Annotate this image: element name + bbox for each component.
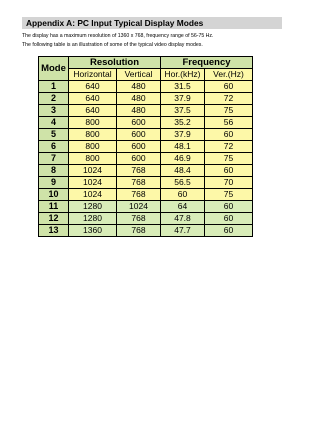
mode-number-cell: 7 xyxy=(39,153,69,165)
horizontal-cell: 800 xyxy=(69,129,117,141)
horizontal-column-header: Horizontal xyxy=(69,69,117,81)
table-body xyxy=(39,81,253,237)
ver-hz-cell: 56 xyxy=(205,117,253,129)
hor-khz-cell: 60 xyxy=(161,189,205,201)
vertical-cell: 768 xyxy=(117,165,161,177)
vertical-cell: 600 xyxy=(117,153,161,165)
ver-hz-cell: 60 xyxy=(205,81,253,93)
horizontal-cell: 800 xyxy=(69,153,117,165)
horizontal-cell: 1280 xyxy=(69,213,117,225)
hor-khz-cell: 56.5 xyxy=(161,177,205,189)
hor-khz-cell: 47.7 xyxy=(161,225,205,237)
mode-number-cell: 5 xyxy=(39,129,69,141)
ver-hz-cell: 70 xyxy=(205,177,253,189)
hor-khz-cell: 48.4 xyxy=(161,165,205,177)
hor-khz-cell: 48.1 xyxy=(161,141,205,153)
table-header-row-groups xyxy=(39,57,253,69)
table-row xyxy=(39,225,253,237)
vertical-cell: 768 xyxy=(117,225,161,237)
ver-hz-column-header: Ver.(Hz) xyxy=(205,69,253,81)
table-row xyxy=(39,201,253,213)
vertical-cell: 768 xyxy=(117,189,161,201)
hor-khz-cell: 37.5 xyxy=(161,105,205,117)
mode-number-cell: 9 xyxy=(39,177,69,189)
table-row xyxy=(39,129,253,141)
table-row xyxy=(39,165,253,177)
vertical-cell: 600 xyxy=(117,117,161,129)
horizontal-cell: 800 xyxy=(69,141,117,153)
mode-column-header: Mode xyxy=(39,57,69,81)
ver-hz-cell: 75 xyxy=(205,153,253,165)
section-title: Appendix A: PC Input Typical Display Modes xyxy=(26,18,204,28)
table-row xyxy=(39,117,253,129)
display-modes-table xyxy=(38,56,253,237)
vertical-cell: 768 xyxy=(117,213,161,225)
hor-khz-cell: 31.5 xyxy=(161,81,205,93)
mode-number-cell: 2 xyxy=(39,93,69,105)
vertical-cell: 600 xyxy=(117,141,161,153)
horizontal-cell: 1360 xyxy=(69,225,117,237)
table-row xyxy=(39,105,253,117)
table-row xyxy=(39,177,253,189)
hor-khz-cell: 64 xyxy=(161,201,205,213)
table-row xyxy=(39,189,253,201)
ver-hz-cell: 75 xyxy=(205,189,253,201)
vertical-cell: 480 xyxy=(117,93,161,105)
mode-number-cell: 1 xyxy=(39,81,69,93)
hor-khz-cell: 37.9 xyxy=(161,129,205,141)
vertical-cell: 480 xyxy=(117,105,161,117)
section-header-bar xyxy=(22,17,282,29)
intro-line-table-description: The following table is an illustration of some of the typical video display modes. xyxy=(22,42,203,48)
resolution-group-header: Resolution xyxy=(69,57,161,69)
horizontal-cell: 640 xyxy=(69,105,117,117)
hor-khz-cell: 46.9 xyxy=(161,153,205,165)
hor-khz-cell: 35.2 xyxy=(161,117,205,129)
ver-hz-cell: 60 xyxy=(205,213,253,225)
mode-number-cell: 11 xyxy=(39,201,69,213)
horizontal-cell: 640 xyxy=(69,81,117,93)
hor-khz-cell: 47.8 xyxy=(161,213,205,225)
horizontal-cell: 1024 xyxy=(69,177,117,189)
vertical-column-header: Vertical xyxy=(117,69,161,81)
mode-number-cell: 12 xyxy=(39,213,69,225)
vertical-cell: 480 xyxy=(117,81,161,93)
frequency-group-header: Frequency xyxy=(161,57,253,69)
table-header-row-columns xyxy=(39,69,253,81)
ver-hz-cell: 75 xyxy=(205,105,253,117)
table-row xyxy=(39,93,253,105)
ver-hz-cell: 72 xyxy=(205,93,253,105)
ver-hz-cell: 72 xyxy=(205,141,253,153)
table-row xyxy=(39,153,253,165)
table-row xyxy=(39,213,253,225)
mode-number-cell: 3 xyxy=(39,105,69,117)
mode-number-cell: 13 xyxy=(39,225,69,237)
vertical-cell: 768 xyxy=(117,177,161,189)
horizontal-cell: 640 xyxy=(69,93,117,105)
ver-hz-cell: 60 xyxy=(205,201,253,213)
mode-number-cell: 4 xyxy=(39,117,69,129)
horizontal-cell: 1024 xyxy=(69,165,117,177)
horizontal-cell: 1024 xyxy=(69,189,117,201)
mode-number-cell: 10 xyxy=(39,189,69,201)
ver-hz-cell: 60 xyxy=(205,129,253,141)
vertical-cell: 600 xyxy=(117,129,161,141)
horizontal-cell: 800 xyxy=(69,117,117,129)
intro-line-max-resolution: The display has a maximum resolution of 1360 x 768, frequency range of 56-75 Hz. xyxy=(22,33,214,39)
table-row xyxy=(39,141,253,153)
hor-khz-cell: 37.9 xyxy=(161,93,205,105)
table-row xyxy=(39,81,253,93)
mode-number-cell: 8 xyxy=(39,165,69,177)
hor-khz-column-header: Hor.(kHz) xyxy=(161,69,205,81)
horizontal-cell: 1280 xyxy=(69,201,117,213)
ver-hz-cell: 60 xyxy=(205,225,253,237)
ver-hz-cell: 60 xyxy=(205,165,253,177)
mode-number-cell: 6 xyxy=(39,141,69,153)
vertical-cell: 1024 xyxy=(117,201,161,213)
